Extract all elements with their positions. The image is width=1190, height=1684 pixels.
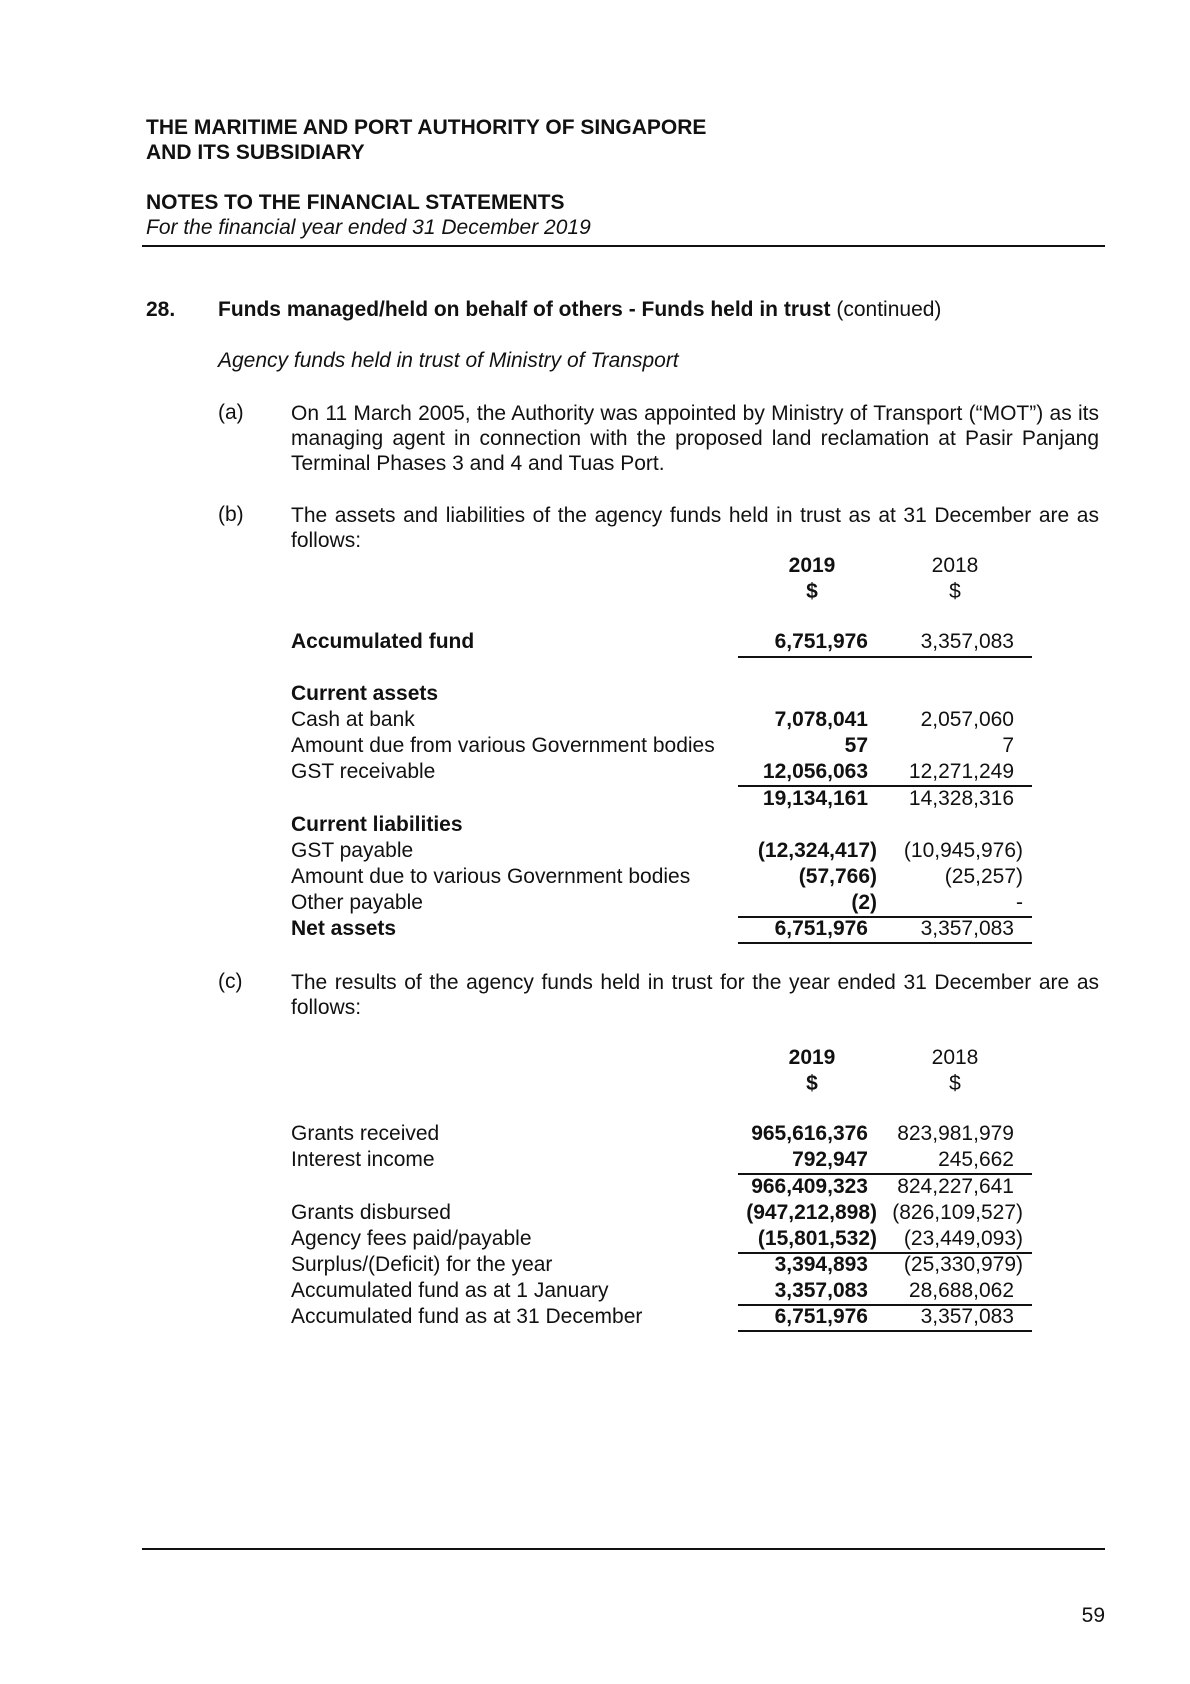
cash-at-bank-label: Cash at bank xyxy=(291,708,415,731)
note-title-suffix: (continued) xyxy=(836,298,942,321)
agency-fees-2019: (15,801,532) xyxy=(757,1227,877,1250)
table-b-unit-2019: $ xyxy=(806,580,818,603)
income-subtotal-2018: 824,227,641 xyxy=(897,1175,1014,1198)
gst-payable-label: GST payable xyxy=(291,839,414,862)
due-from-gov-2018: 7 xyxy=(1002,734,1014,757)
accumulated-fund-label: Accumulated fund xyxy=(291,630,475,653)
due-to-gov-2018: (25,257) xyxy=(944,865,1023,888)
gst-payable-2019: (12,324,417) xyxy=(757,839,877,862)
page-number: 59 xyxy=(1081,1604,1105,1627)
surplus-label: Surplus/(Deficit) for the year xyxy=(291,1253,553,1276)
note-number: 28. xyxy=(146,298,176,321)
grants-received-label: Grants received xyxy=(291,1122,440,1145)
other-payable-label: Other payable xyxy=(291,891,423,914)
para-c-marker: (c) xyxy=(218,970,243,993)
grants-disbursed-label: Grants disbursed xyxy=(291,1201,451,1224)
acc-fund-dec-bottom-rule xyxy=(738,1330,1032,1332)
interest-income-2018: 245,662 xyxy=(938,1148,1014,1171)
due-to-gov-label: Amount due to various Government bodies xyxy=(291,865,691,888)
acc-fund-dec-2019: 6,751,976 xyxy=(774,1305,868,1328)
gst-receivable-2019: 12,056,063 xyxy=(762,760,868,783)
net-assets-label: Net assets xyxy=(291,917,397,940)
header-rule xyxy=(142,245,1105,247)
accumulated-fund-rule xyxy=(738,656,1032,658)
grants-received-2019: 965,616,376 xyxy=(751,1122,868,1145)
table-c-col-2018: 2018 xyxy=(931,1046,979,1069)
table-b-col-2018: 2018 xyxy=(931,554,979,577)
acc-fund-jan-label: Accumulated fund as at 1 January xyxy=(291,1279,609,1302)
current-liabilities-heading: Current liabilities xyxy=(291,813,463,836)
accumulated-fund-2019: 6,751,976 xyxy=(774,630,868,653)
current-assets-heading: Current assets xyxy=(291,682,439,705)
org-name-line2: AND ITS SUBSIDIARY xyxy=(146,141,365,164)
acc-fund-dec-2018: 3,357,083 xyxy=(920,1305,1014,1328)
table-b-unit-2018: $ xyxy=(949,580,961,603)
assets-subtotal-2018: 14,328,316 xyxy=(908,787,1014,810)
footer-rule xyxy=(142,1548,1105,1550)
due-to-gov-2019: (57,766) xyxy=(798,865,877,888)
income-subtotal-2019: 966,409,323 xyxy=(751,1175,868,1198)
para-a-text: On 11 March 2005, the Authority was appointed by Ministry of Transport (“MOT”) as its managing agent in connection with the proposed land reclamation at Pasir Panjang Terminal Phases 3 and 4 and Tuas Port. xyxy=(291,402,1099,475)
assets-subtotal-2019: 19,134,161 xyxy=(762,787,868,810)
para-a-marker: (a) xyxy=(218,401,244,424)
cash-at-bank-2019: 7,078,041 xyxy=(774,708,868,731)
grants-disbursed-2019: (947,212,898) xyxy=(746,1201,877,1224)
acc-fund-jan-2019: 3,357,083 xyxy=(774,1279,868,1302)
period-subtitle: For the financial year ended 31 December 2019 xyxy=(146,216,591,239)
other-payable-2019: (2) xyxy=(851,891,877,914)
para-c-text: The results of the agency funds held in trust for the year ended 31 December are as follows: xyxy=(291,971,1099,1019)
net-assets-2018: 3,357,083 xyxy=(920,917,1014,940)
net-assets-bottom-rule xyxy=(738,942,1032,944)
note-subtitle: Agency funds held in trust of Ministry of Transport xyxy=(218,349,679,372)
gst-receivable-label: GST receivable xyxy=(291,760,436,783)
net-assets-2019: 6,751,976 xyxy=(774,917,868,940)
accumulated-fund-2018: 3,357,083 xyxy=(920,630,1014,653)
table-c-col-2019: 2019 xyxy=(788,1046,836,1069)
due-from-gov-label: Amount due from various Government bodies xyxy=(291,734,715,757)
gst-receivable-2018: 12,271,249 xyxy=(908,760,1014,783)
section-title: NOTES TO THE FINANCIAL STATEMENTS xyxy=(146,191,565,214)
grants-disbursed-2018: (826,109,527) xyxy=(892,1201,1023,1224)
table-c-unit-2019: $ xyxy=(806,1072,818,1095)
acc-fund-dec-label: Accumulated fund as at 31 December xyxy=(291,1305,643,1328)
other-payable-2018: - xyxy=(1016,891,1023,914)
grants-received-2018: 823,981,979 xyxy=(897,1122,1014,1145)
interest-income-label: Interest income xyxy=(291,1148,435,1171)
gst-payable-2018: (10,945,976) xyxy=(903,839,1023,862)
table-c-unit-2018: $ xyxy=(949,1072,961,1095)
agency-fees-2018: (23,449,093) xyxy=(903,1227,1023,1250)
agency-fees-label: Agency fees paid/payable xyxy=(291,1227,532,1250)
para-b-marker: (b) xyxy=(218,503,244,526)
surplus-2018: (25,330,979) xyxy=(903,1253,1023,1276)
note-title: Funds managed/held on behalf of others - Funds held in trust xyxy=(218,298,831,321)
due-from-gov-2019: 57 xyxy=(844,734,868,757)
interest-income-2019: 792,947 xyxy=(792,1148,868,1171)
cash-at-bank-2018: 2,057,060 xyxy=(920,708,1014,731)
table-b-col-2019: 2019 xyxy=(788,554,836,577)
surplus-2019: 3,394,893 xyxy=(774,1253,868,1276)
note-heading xyxy=(218,298,941,322)
para-b-text: The assets and liabilities of the agency funds held in trust as at 31 December are as follows: xyxy=(291,504,1099,552)
acc-fund-jan-2018: 28,688,062 xyxy=(908,1279,1014,1302)
org-name-line1: THE MARITIME AND PORT AUTHORITY OF SINGAPORE xyxy=(146,116,707,139)
